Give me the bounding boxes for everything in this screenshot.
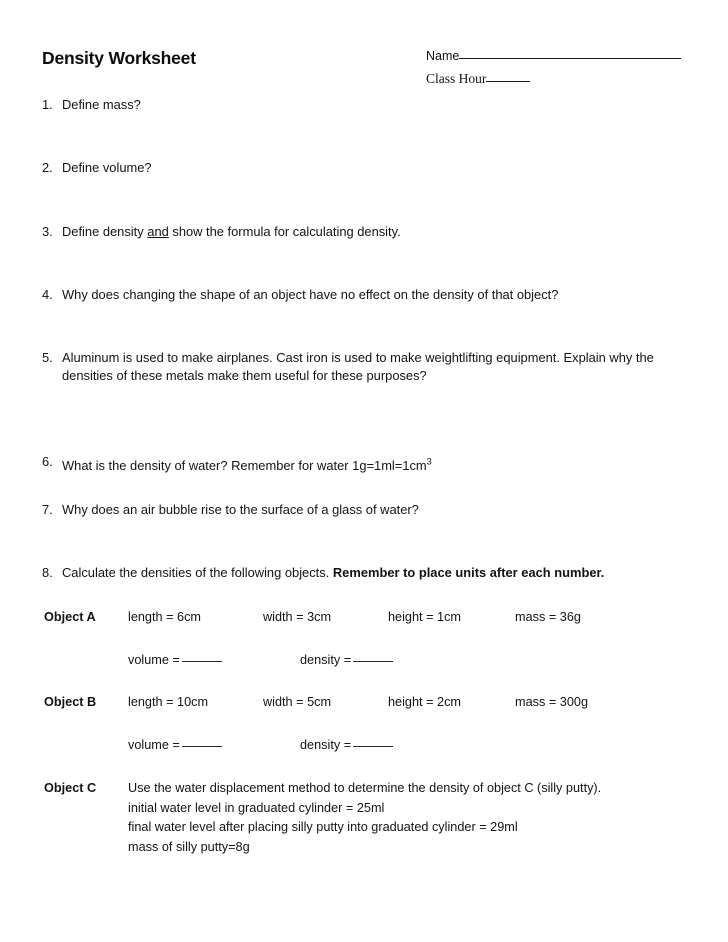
question-6-text-before: What is the density of water? Remember for water 1g=1ml=1cm xyxy=(62,458,427,473)
object-c-line-3: final water level after placing silly putty into graduated cylinder = 29ml xyxy=(128,820,518,834)
question-7-text: Why does an air bubble rise to the surface of a glass of water? xyxy=(62,502,419,517)
object-c-line-4: mass of silly putty=8g xyxy=(128,839,250,854)
object-c-line-1: Use the water displacement method to determine the density of object C (silly putty). xyxy=(128,781,602,795)
question-4-number: 4. xyxy=(42,287,53,302)
object-b-density-field xyxy=(300,737,393,754)
object-b-mass: mass = 300g xyxy=(515,695,588,709)
object-b-length: length = 10cm xyxy=(128,695,209,709)
question-5-number: 5. xyxy=(42,350,53,365)
question-6-text xyxy=(62,457,687,475)
question-8-number: 8. xyxy=(42,565,53,580)
name-label: Name xyxy=(426,49,460,63)
question-4-text: Why does changing the shape of an object have no effect on the density of that object? xyxy=(62,287,559,302)
object-b-volume-label: volume = xyxy=(128,738,180,752)
object-c-line-2: initial water level in graduated cylinder = 25ml xyxy=(128,800,385,815)
class-hour-write-in-line[interactable] xyxy=(486,81,530,82)
object-a-density-blank[interactable] xyxy=(353,661,393,662)
object-b-volume-blank[interactable] xyxy=(182,746,222,747)
question-1-number: 1. xyxy=(42,97,53,112)
object-b-width: width = 5cm xyxy=(263,695,332,709)
object-a-density-field xyxy=(300,652,393,669)
question-1-text: Define mass? xyxy=(62,97,141,112)
object-a-length: length = 6cm xyxy=(128,610,201,624)
question-1 xyxy=(42,96,602,114)
question-6-superscript: 3 xyxy=(426,456,432,467)
object-a-volume-label: volume = xyxy=(128,653,180,667)
question-8-emphasis: Remember to place units after each number. xyxy=(332,565,605,580)
question-3-text-after: show the formula for calculating density. xyxy=(168,224,401,239)
object-b-density-blank[interactable] xyxy=(353,746,393,747)
question-8-text xyxy=(62,564,687,582)
question-6 xyxy=(42,454,687,475)
name-field-row xyxy=(426,49,686,63)
question-5-text: Aluminum is used to make airplanes. Cast iron is used to make weightlifting equipment. Explain why the densities of these metals make them useful for these purposes? xyxy=(62,350,654,383)
object-c-label: Object C xyxy=(44,781,97,795)
object-a-mass: mass = 36g xyxy=(515,610,581,624)
object-a-volume-blank[interactable] xyxy=(182,661,222,662)
question-4 xyxy=(42,286,687,304)
class-hour-label: Class Hour xyxy=(426,71,487,86)
page-title: Density Worksheet xyxy=(42,48,196,68)
question-8 xyxy=(42,564,687,582)
question-2 xyxy=(42,159,602,177)
question-2-text: Define volume? xyxy=(62,160,152,175)
question-3-text xyxy=(62,223,687,241)
student-info-block xyxy=(426,49,686,87)
question-3-number: 3. xyxy=(42,224,53,239)
object-a-height: height = 1cm xyxy=(388,610,461,624)
question-8-text-before: Calculate the densities of the following objects. xyxy=(62,565,333,580)
question-2-number: 2. xyxy=(42,160,53,175)
object-b-density-label: density = xyxy=(300,738,352,752)
object-a-label: Object A xyxy=(44,610,96,624)
question-3-text-before: Define density xyxy=(62,224,148,239)
question-6-number: 6. xyxy=(42,454,53,469)
object-b-label: Object B xyxy=(44,695,97,709)
class-hour-field-row xyxy=(426,71,686,87)
question-3 xyxy=(42,223,687,241)
question-7-number: 7. xyxy=(42,502,53,517)
object-a-volume-field xyxy=(128,652,222,669)
question-5 xyxy=(42,349,674,385)
object-b-height: height = 2cm xyxy=(388,695,461,709)
object-c-description xyxy=(128,779,601,857)
question-3-emphasis-and: and xyxy=(147,224,169,239)
object-a-density-label: density = xyxy=(300,653,352,667)
object-a-width: width = 3cm xyxy=(263,610,332,624)
question-7 xyxy=(42,501,687,519)
object-b-volume-field xyxy=(128,737,222,754)
name-write-in-line[interactable] xyxy=(459,58,681,59)
